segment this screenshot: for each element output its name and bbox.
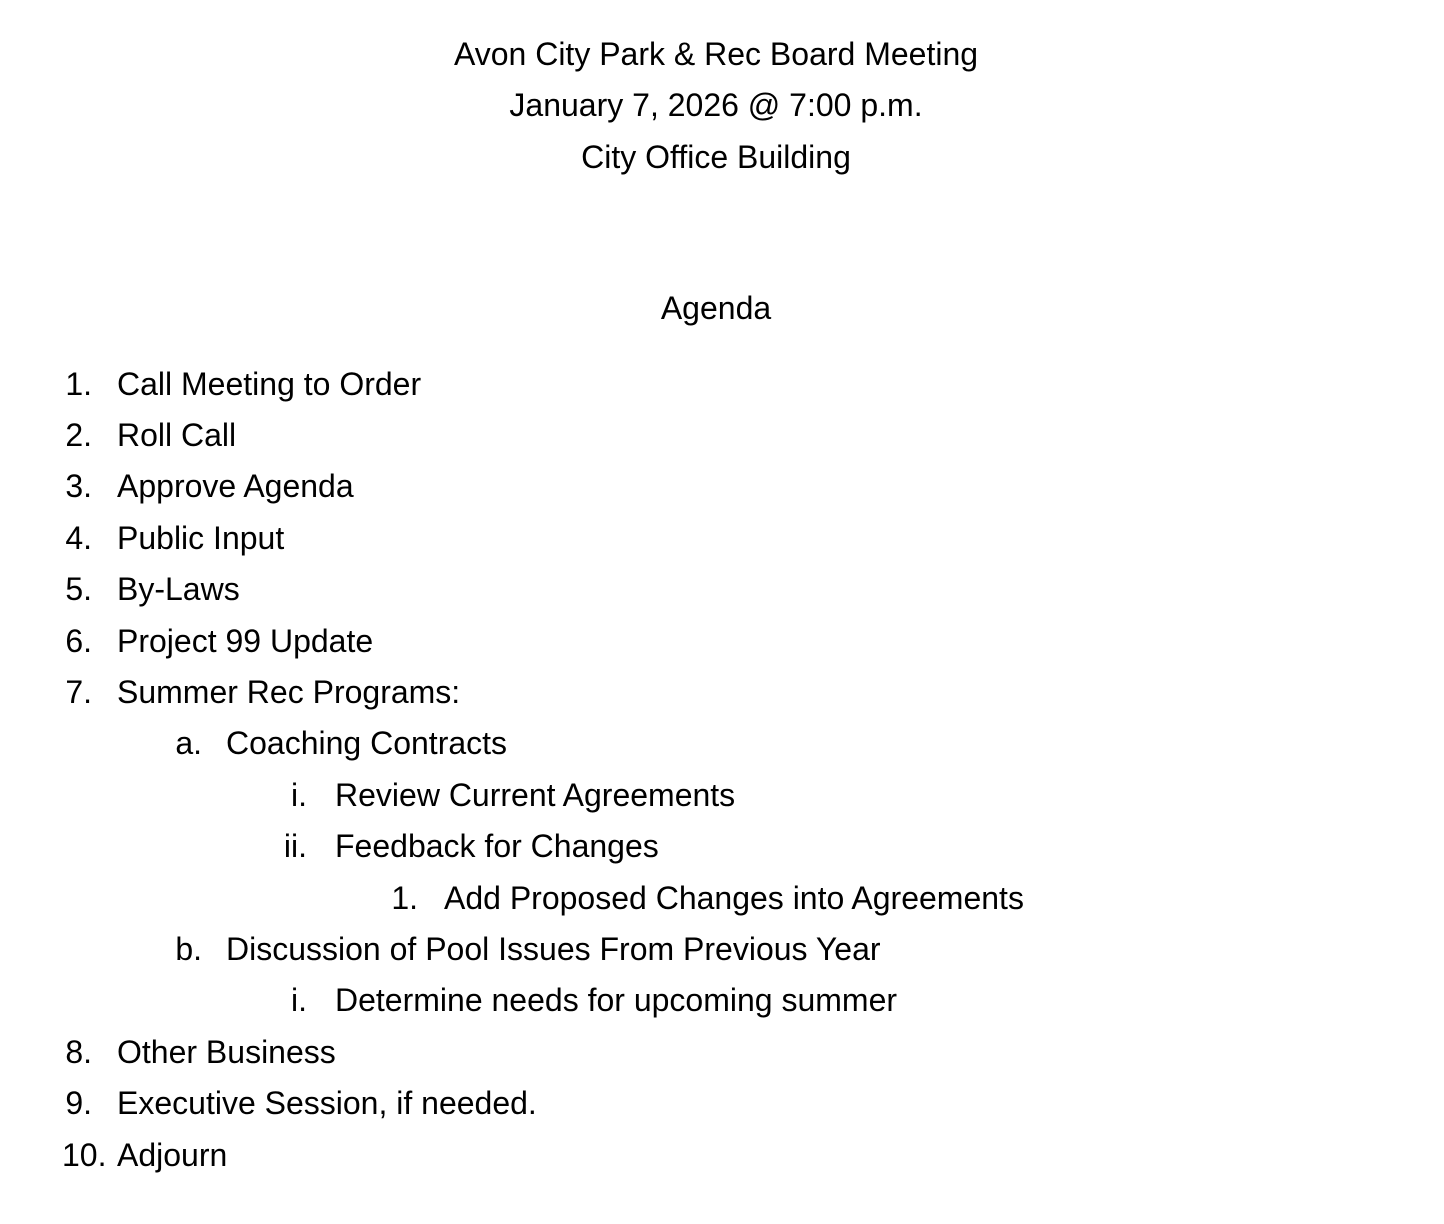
item-text: Call Meeting to Order	[117, 366, 422, 402]
item-text: Project 99 Update	[117, 623, 374, 659]
item-number: 2.	[65, 417, 92, 453]
level4-number: 1.	[391, 880, 418, 916]
item-text: Approve Agenda	[117, 468, 354, 504]
item-text: Roll Call	[117, 417, 237, 453]
item-number: 8.	[65, 1034, 92, 1070]
subitem-letter: b.	[175, 931, 202, 967]
item-number: 7.	[65, 674, 92, 710]
subsubitem-numeral: ii.	[283, 828, 307, 864]
item-text: Executive Session, if needed.	[117, 1085, 537, 1121]
item-number: 4.	[65, 520, 92, 556]
item-text: Public Input	[117, 520, 285, 556]
subsubitem-text: Review Current Agreements	[335, 777, 736, 813]
meeting-location: City Office Building	[581, 139, 851, 175]
item-number: 10.	[62, 1137, 107, 1173]
item-text: Adjourn	[117, 1137, 228, 1173]
item-text: Other Business	[117, 1034, 336, 1070]
item-text: By-Laws	[117, 571, 240, 607]
meeting-datetime: January 7, 2026 @ 7:00 p.m.	[509, 87, 923, 123]
subsubitem-text: Determine needs for upcoming summer	[335, 982, 898, 1018]
item-number: 5.	[65, 571, 92, 607]
level4-text: Add Proposed Changes into Agreements	[444, 880, 1024, 916]
item-number: 9.	[65, 1085, 92, 1121]
item-text: Summer Rec Programs:	[117, 674, 461, 710]
subitem-text: Coaching Contracts	[226, 725, 508, 761]
subsubitem-numeral: i.	[291, 982, 307, 1018]
meeting-title: Avon City Park & Rec Board Meeting	[453, 36, 979, 72]
item-number: 1.	[65, 366, 92, 402]
item-number: 6.	[65, 623, 92, 659]
subitem-text: Discussion of Pool Issues From Previous Year	[226, 931, 881, 967]
agenda-heading: Agenda	[660, 290, 772, 326]
subitem-letter: a.	[175, 725, 202, 761]
subsubitem-numeral: i.	[291, 777, 307, 813]
item-number: 3.	[65, 468, 92, 504]
subsubitem-text: Feedback for Changes	[335, 828, 659, 864]
